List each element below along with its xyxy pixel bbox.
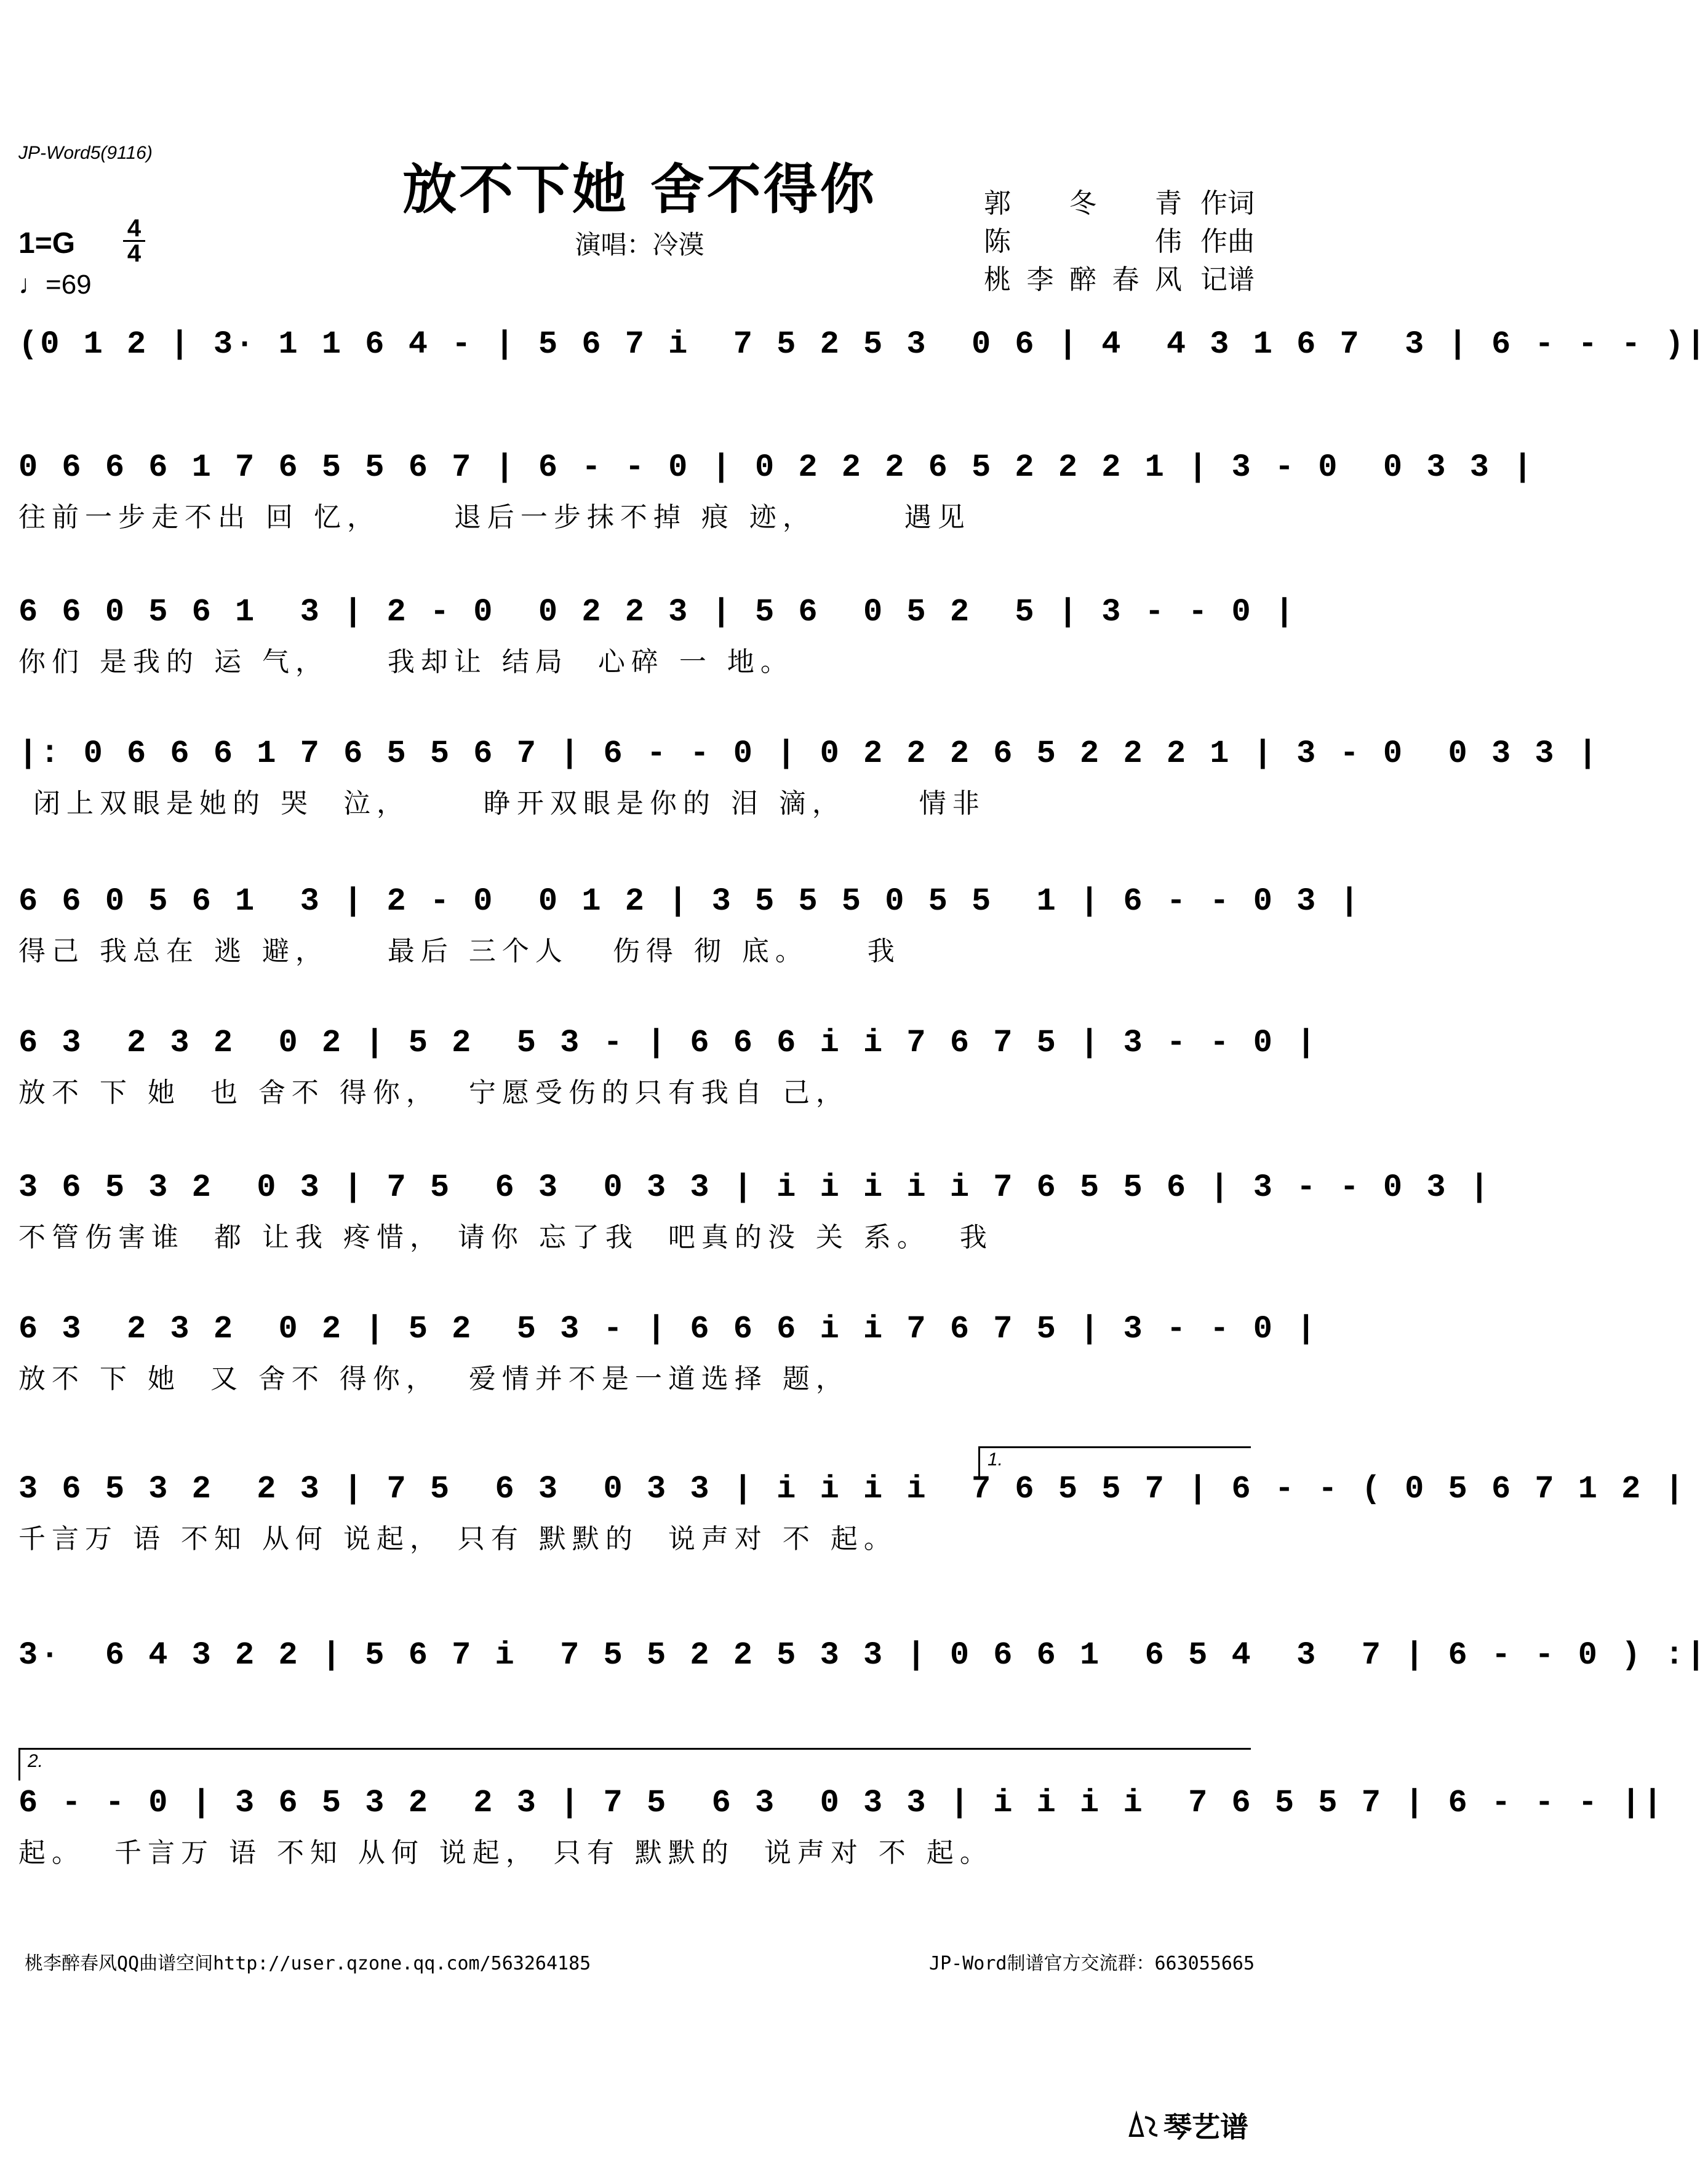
credit-transcriber xyxy=(984,261,1255,299)
score-line xyxy=(18,1019,1319,1115)
credit-name-char: 醉 xyxy=(1069,264,1096,295)
score-line xyxy=(18,1465,1686,1561)
score-line xyxy=(18,1631,1708,1680)
lyrics-line: 千言万 语 不知 从何 说起， 只有 默默的 说声对 不 起。 xyxy=(18,1523,897,1555)
tempo-value: =69 xyxy=(46,270,92,300)
credit-role: 作曲 xyxy=(1200,226,1255,257)
lyrics-line: 放不 下 她 也 舍不 得你， 宁愿受伤的只有我自 己， xyxy=(18,1077,849,1108)
credits xyxy=(984,185,1255,299)
credit-name-char: 冬 xyxy=(1069,188,1096,219)
software-label: JP-Word5(9116) xyxy=(18,143,153,163)
credit-name xyxy=(984,223,1200,261)
singer: 演唱：冷漠 xyxy=(575,230,704,260)
volta-bracket-1 xyxy=(978,1446,1251,1479)
notation-line: 6 - - 0 | 3 6 5 3 2 2 3 | 7 5 6 3 0 3 3 | i i i i 7 6 5 5 7 | 6 - - - || xyxy=(18,1785,1665,1821)
volta-bracket-2 xyxy=(18,1748,1251,1780)
song-title: 放不下她 舍不得你 xyxy=(402,157,877,221)
notation-line: 6 6 0 5 6 1 3 | 2 - 0 0 2 2 3 | 5 6 0 5 2 5 | 3 - - 0 | xyxy=(18,594,1297,630)
notation-line: 3 6 5 3 2 2 3 | 7 5 6 3 0 3 3 | i i i i 7 6 5 5 7 | 6 - - ( 0 5 6 7 1 2 | xyxy=(18,1471,1686,1507)
time-signature-bottom: 4 xyxy=(123,240,145,265)
credit-name-char: 李 xyxy=(1026,264,1054,295)
lyrics-line: 你们 是我的 运 气， 我却让 结局 心碎 一 地。 xyxy=(18,646,794,678)
credit-role: 记谱 xyxy=(1200,264,1255,295)
lyrics-line: 不管伤害谁 都 让我 疼惜， 请你 忘了我 吧真的没 关 系。 我 xyxy=(18,1222,993,1253)
credit-name-char: 桃 xyxy=(984,264,1011,295)
lyrics-line: 往前一步走不出 回 忆， 退后一步抹不掉 痕 迹， 遇见 xyxy=(18,502,971,533)
notation-line: 6 3 2 3 2 0 2 | 5 2 5 3 - | 6 6 6 i i 7 6 7 5 | 3 - - 0 | xyxy=(18,1025,1319,1061)
logo xyxy=(1128,2105,1248,2145)
volta-number-2: 2. xyxy=(28,1751,44,1771)
notation-line: 3· 6 4 3 2 2 | 5 6 7 i 7 5 5 2 2 5 3 3 | 0 6 6 1 6 5 4 3 7 | 6 - - 0 ) :| xyxy=(18,1637,1708,1673)
credit-name-char: 郭 xyxy=(984,188,1011,219)
credit-role: 作词 xyxy=(1200,188,1255,219)
credit-name-char: 陈 xyxy=(984,226,1011,257)
notation-line: (0 1 2 | 3· 1 1 6 4 - | 5 6 7 i 7 5 2 5 3 0 6 | 4 4 3 1 6 7 3 | 6 - - - )| xyxy=(18,326,1708,363)
score-line xyxy=(18,588,1297,684)
credit-name-char: 伟 xyxy=(1155,226,1182,257)
time-signature xyxy=(123,217,145,265)
notation-line: 6 6 0 5 6 1 3 | 2 - 0 0 1 2 | 3 5 5 5 0 5 5 1 | 6 - - 0 3 | xyxy=(18,883,1362,919)
credit-name xyxy=(984,261,1200,299)
credit-name-char: 风 xyxy=(1155,264,1182,295)
score-line xyxy=(18,1779,1665,1875)
key-signature: 1=G xyxy=(18,227,76,260)
notation-line: 6 3 2 3 2 0 2 | 5 2 5 3 - | 6 6 6 i i 7 6 7 5 | 3 - - 0 | xyxy=(18,1311,1319,1347)
score-line xyxy=(18,729,1600,825)
lyrics-line: 得己 我总在 逃 避， 最后 三个人 伤得 彻 底。 我 xyxy=(18,935,901,967)
time-signature-top: 4 xyxy=(127,215,142,242)
credit-name xyxy=(984,185,1200,223)
volta-number-1: 1. xyxy=(988,1449,1004,1470)
score-line xyxy=(18,443,1535,539)
quarter-note-icon: ♩ xyxy=(18,270,46,300)
score-line xyxy=(18,320,1708,369)
notation-line: |: 0 6 6 6 1 7 6 5 5 6 7 | 6 - - 0 | 0 2 2 2 6 5 2 2 2 1 | 3 - 0 0 3 3 | xyxy=(18,735,1600,772)
lyrics-line: 起。 千言万 语 不知 从何 说起， 只有 默默的 说声对 不 起。 xyxy=(18,1837,993,1869)
credit-lyricist xyxy=(984,185,1255,223)
score-line xyxy=(18,1305,1319,1401)
logo-icon xyxy=(1128,2111,1160,2139)
lyrics-line: 闭上双眼是她的 哭 泣， 睁开双眼是你的 泪 滴， 情非 xyxy=(18,788,986,819)
footer-left: 桃李醉春风QQ曲谱空间http://user.qzone.qq.com/563264185 xyxy=(25,1953,591,1974)
lyrics-line: 放不 下 她 又 舍不 得你， 爱情并不是一道选择 题， xyxy=(18,1363,849,1395)
score-line xyxy=(18,1163,1491,1259)
notation-line: 3 6 5 3 2 0 3 | 7 5 6 3 0 3 3 | i i i i i 7 6 5 5 6 | 3 - - 0 3 | xyxy=(18,1169,1491,1206)
footer-right: JP-Word制谱官方交流群：663055665 xyxy=(929,1953,1255,1974)
score-line xyxy=(18,877,1362,973)
credit-composer xyxy=(984,223,1255,261)
tempo-marking xyxy=(18,270,92,300)
credit-name-char: 春 xyxy=(1112,264,1139,295)
credit-name-char: 青 xyxy=(1155,188,1182,219)
notation-line: 0 6 6 6 1 7 6 5 5 6 7 | 6 - - 0 | 0 2 2 2 6 5 2 2 2 1 | 3 - 0 0 3 3 | xyxy=(18,449,1535,486)
logo-text: 琴艺谱 xyxy=(1163,2110,1248,2144)
